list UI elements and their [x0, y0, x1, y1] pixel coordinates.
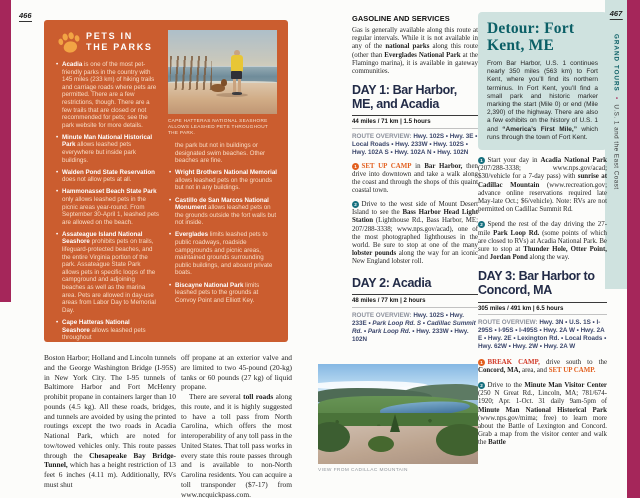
body-text-column-2: [181, 353, 292, 498]
pets-item-biscayne: • Biscayne National Park limits leashed pets to the grounds at Convoy Point and Elliott Key.: [168, 282, 277, 305]
dog-figure: [211, 79, 228, 93]
day1-distance: 44 miles / 71 km | 1.5 hours: [352, 115, 478, 129]
step-number-badge: 2: [352, 201, 359, 208]
step-number-badge: 2: [478, 382, 485, 389]
cadillac-mountain-photo: [318, 364, 478, 464]
pets-item-cape-hatteras-continued: the park but not in buildings or designated swim beaches. Other beaches are fine.: [175, 142, 266, 165]
pets-box-right-column: [168, 30, 277, 334]
man-right-leg: [238, 79, 241, 92]
pets-title-line1: PETS IN: [86, 31, 133, 41]
beach-photo-caption: CAPE HATTERAS NATIONAL SEASHORE ALLOWS LEASHED PETS THROUGHOUT THE PARK.: [168, 118, 268, 135]
chapter-tab-vertical-text: [613, 34, 620, 190]
pets-item-cape-hatteras: • Cape Hatteras National Seashore allows leashed pets throughout: [55, 319, 159, 342]
man-feet: [232, 92, 242, 95]
gasoline-heading: GASOLINE AND SERVICES: [352, 14, 450, 23]
tab-series-label: GRAND TOURS: [612, 34, 620, 92]
day3-heading: DAY 3: Bar Harbor to Concord, MA: [478, 269, 595, 298]
chapter-side-tab: [605, 0, 627, 289]
detour-fort-kent-box: [478, 12, 607, 150]
pets-item-hammonasset: • Hammonasset Beach State Park only allows leashed pets in the picnic areas year-round. From September 30-April 1, leashed pets are allowed on the beach.: [55, 188, 159, 226]
pets-box-left-column: [55, 30, 159, 342]
pets-item-minute-man: • Minute Man National Historical Park allows leashed pets everywhere but inside park buildings.: [55, 134, 159, 164]
pets-list-right: [168, 169, 277, 304]
day1-heading: DAY 1: Bar Harbor, ME, and Acadia: [352, 83, 457, 111]
day1-step-2: [352, 201, 478, 267]
day3-distance: 305 miles / 491 km | 6.5 hours: [478, 302, 607, 316]
day1-step-2-text: Drive to the west side of Mount Desert Island to see the Bass Harbor Head Light Station (Lighthouse Rd., Bass Harbor, ME; 207/288-3338; www.nps.gov/acad), one of the most photographed lighthouses in the world. Be sure to stop at one of the many lobster pounds along the way for an iconic New England lobster roll.: [352, 201, 479, 266]
step-number-badge: 2: [478, 221, 485, 228]
day1-route-overview: ROUTE OVERVIEW: Hwy. 102S • Hwy. 3E • Local Roads • Hwy. 233W • Hwy. 102S • Hwy. 102A S • Hwy. 102A N • Hwy. 102N: [352, 132, 478, 157]
pets-item-everglades: • Everglades limits leashed pets to public roadways, roadside campgrounds and picnic areas, maintained grounds surrounding public buildings, and aboard private boats.: [168, 231, 277, 277]
day2-heading: DAY 2: Acadia: [352, 275, 432, 290]
middle-column: [352, 14, 478, 344]
man-yellow-jacket: [231, 55, 243, 72]
day3-step-1: [478, 359, 607, 375]
day1-step-1-text: SET UP CAMP in Bar Harbor, then drive into downtown and take a walk along the coast and through the shops of this quaint coastal town.: [352, 162, 478, 195]
day3-route-overview: ROUTE OVERVIEW: Hwy. 3N • U.S. 1S • I-295S • I-95S • I-495S • Hwy. 2A W • Hwy. 2A E • Hwy. 2E • Lexington Rd. • Local Roads • Hwy. 62W • Hwy. 2W • Hwy. 2A W: [478, 319, 607, 351]
day2-step-2: [478, 221, 607, 262]
man-shorts: [231, 71, 242, 79]
day2-route-overview: ROUTE OVERVIEW: Hwy. 102S • Hwy. 233E • Park Loop Rd. S • Cadillac Summit Rd. • Park Loop Rd. • Hwy. 233W • Hwy. 102N: [352, 311, 476, 343]
pets-item-acadia: • Acadia is one of the most pet-friendly parks in the country with 145 miles (233 km) of hiking trails and carriage roads where pets are permitted. There are a few restrictions, though. There are a few trails that are closed or not recommended for pets; see the park website for more details.: [55, 61, 159, 129]
tab-route-title: U.S. 1 and the East Coast: [612, 104, 620, 190]
day3-step-1-text: BREAK CAMP, drive south to the Concord, MA, area, and SET UP CAMP.: [478, 358, 608, 374]
paw-icon: [57, 32, 81, 53]
cadillac-photo-caption: VIEW FROM CADILLAC MOUNTAIN: [318, 468, 408, 473]
pets-item-assateague: • Assateague Island National Seashore prohibits pets on trails, lifeguard-protected beaches, and the entire Virginia portion of the park. Assateague State Park allows pets in specific loops of the campground and adjoining beaches as well as the marina area. Pets are allowed in day-use areas from Labor Day to Memorial Day.: [55, 231, 159, 315]
pets-in-the-parks-box: [44, 20, 288, 342]
detour-body: From Bar Harbor, U.S. 1 continues nearly 350 miles (563 km) to Fort Kent, where you’ll find its northern terminus. In Fort Kent, you’ll find a small park and historic marker marking the start (Mile 0) or end (Mile 2,390) of the highway. There are also a few exhibits on the history of U.S. 1 and “America’s First Mile,” which runs through the town of Fort Kent.: [487, 60, 598, 141]
pets-box-title-row: [57, 31, 159, 53]
day2-step-1: [478, 157, 607, 214]
shrub: [436, 424, 478, 456]
pets-item-wright-brothers: • Wright Brothers National Memorial allows leashed pets on the grounds but not in any buildings.: [168, 169, 277, 192]
man-figure: [228, 50, 245, 96]
propane-paragraph: off propane at an exterior valve and are limited to two 45-pound (20-kg) tanks or 60 pounds (27 kg) of liquid propane.: [181, 353, 292, 392]
step-number-badge: 1: [352, 163, 359, 170]
day3-step-2-text: Drive to the Minute Man Visitor Center (250 N Great Rd., Lincoln, MA; 781/674-1920; Apr. 1-Oct. 31 daily 9am-5pm of Minute Man National Historical Park (www.nps.gov/mima; free) to learn more about the Battle of Lexington and Concord. Grab a map from the visitor center and walk the Battle: [478, 381, 607, 447]
shrub: [368, 436, 394, 452]
tab-bullet: •: [612, 96, 619, 100]
body-text-column-1: Boston Harbor; Holland and Lincoln tunnels and the George Washington Bridge (I-95S) in New York City. The I-95 tunnels of Baltimore Harbor and Fort McHenry prohibit propane in containers larger than 10 pounds (4.5 kg). All these roads, bridges, and tunnels are avoided by using the printed routings except the two roads in Acadia National Park, which are noted for tow/towed vehicles only. This route passes through the Chesapeake Bay Bridge-Tunnel, which has a height restriction of 13 feet 6 inches (4.11 m). Additionally, RVs must shut: [44, 353, 177, 489]
pets-item-walden-pond: • Walden Pond State Reservation does not allow pets at all.: [55, 169, 159, 184]
toll-roads-paragraph: There are several toll roads along this route, and it is highly suggested to have a toll pass from North Carolina, which offers the most interoperability of any toll pass in the United States. That toll pass works in every state this route passes through and is available to non-North Carolina residents. You can acquire a toll transponder ($7-17) from www.ncquickpass.com.: [181, 392, 292, 498]
day2-step-2-text: Spend the rest of the day driving the 27-mile Park Loop Rd. (some points of which are closed to RVs) at Acadia National Park. Be sure to stop at Thunder Hole, Otter Point, and Jordan Pond along the way.: [478, 221, 607, 262]
pets-item-castillo: • Castillo de San Marcos National Monument allows leashed pets on the grounds outside the fort walls but not inside.: [168, 197, 277, 227]
beach-sand-fence: [170, 56, 212, 90]
step-number-badge: 1: [478, 359, 485, 366]
day2-step-1-text: Start your day in Acadia National Park (207/288-3338; www.nps.gov/acad; $30/vehicle for a 7-day pass) with sunrise at Cadillac Mountain (www.recreation.gov; advance online reservations required late May-late Oct.; $6/vehicle). Note: RVs are not permitted on Cadillac Summit Rd.: [478, 157, 607, 214]
right-edge-strip: [627, 0, 640, 498]
day3-step-2: [478, 382, 607, 448]
step-number-badge: 1: [478, 157, 485, 164]
pets-box-title: [86, 31, 153, 53]
page-number-left: 466: [19, 11, 32, 20]
detour-title: Detour: Fort Kent, ME: [487, 20, 575, 54]
page-number-right: 467: [609, 9, 623, 18]
day1-step-1: [352, 163, 478, 196]
gasoline-body: Gas is generally available along this route at regular intervals. While it is not available in any of the national parks along this route (other than Everglades National Park at the Flamingo marina), it is available in gateway communities.: [352, 27, 479, 76]
dog-head: [221, 79, 227, 86]
right-column: [478, 12, 607, 448]
pets-list-left: [55, 61, 159, 342]
pets-title-line2: THE PARKS: [86, 42, 153, 52]
man-left-leg: [233, 79, 236, 92]
cape-hatteras-beach-photo: [168, 30, 277, 114]
left-edge-strip: [0, 0, 11, 302]
day2-distance: 48 miles / 77 km | 2 hours: [352, 294, 478, 308]
